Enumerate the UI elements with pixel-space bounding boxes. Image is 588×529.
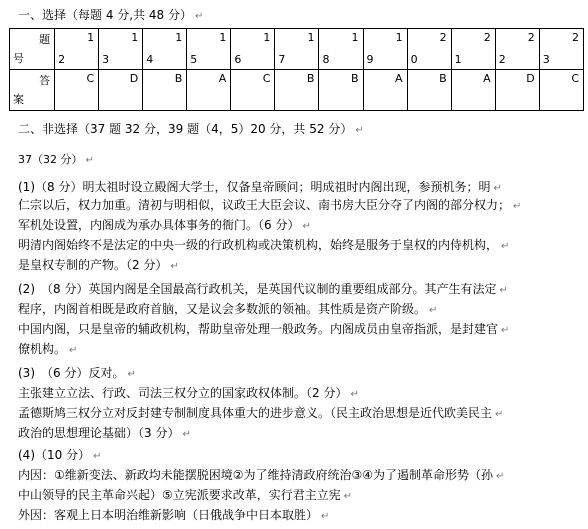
question-number-row xyxy=(10,29,584,70)
paragraph-mark-icon: ↵ xyxy=(496,471,505,482)
answer-text-line: 僚机构。 ↵ xyxy=(18,342,78,356)
answer-text-line: 是皇权专制的产物。（2 分） ↵ xyxy=(18,258,179,272)
paragraph-mark-icon: ↵ xyxy=(182,429,191,440)
answer-text-line: 军机处设置，内阁成为承办具体事务的衙门。（6 分） ↵ xyxy=(18,218,311,232)
question-number-cell: 1 3 xyxy=(99,29,143,70)
answer-text-line: 主张建立立法、行政、司法三权分立的国家政权体制。（2 分） ↵ xyxy=(18,386,359,400)
paragraph-mark-icon: ↵ xyxy=(493,183,502,194)
paragraph-mark-icon: ↵ xyxy=(501,325,510,336)
answer-text-line: (4)（10 分） ↵ xyxy=(18,448,102,462)
answer-cell: C xyxy=(231,70,275,111)
question-number-cell: 2 0 xyxy=(407,29,451,70)
answer-cell: A xyxy=(187,70,231,111)
answer-cell: B xyxy=(319,70,363,111)
question-number-cell: 1 2 xyxy=(55,29,99,70)
question-number-cell: 1 7 xyxy=(275,29,319,70)
answer-label-cell: 答 案 xyxy=(10,70,55,111)
answer-text-line: 政治的思想理论基础）（3 分） ↵ xyxy=(18,426,191,440)
paragraph-mark-icon: ↵ xyxy=(495,409,504,420)
header-label-cell: 题 号 xyxy=(10,29,55,70)
answer-cell: B xyxy=(143,70,187,111)
answer-cell: A xyxy=(451,70,495,111)
paragraph-mark-icon: ↵ xyxy=(321,511,330,522)
answer-text-line: 37（32 分） ↵ xyxy=(18,153,94,166)
answer-cell: D xyxy=(495,70,539,111)
answer-cell: C xyxy=(55,70,99,111)
answer-text-line: 中山领导的民主革命兴起）⑤立宪派要求改革，实行君主立宪 ↵ xyxy=(18,488,353,502)
answer-row xyxy=(10,70,584,111)
question-number-cell: 2 2 xyxy=(495,29,539,70)
answer-text-line: 明清内阁始终不是法定的中央一级的行政机构或决策机构，始终是服务于皇权的内侍机构， ↵ xyxy=(18,238,510,252)
paragraph-mark-icon: ↵ xyxy=(302,221,311,232)
answer-cell: C xyxy=(539,70,583,111)
answer-cell: A xyxy=(363,70,407,111)
section1-title: 一、选择（每题 4 分,共 48 分） ↵ xyxy=(18,8,204,22)
answer-cell: B xyxy=(407,70,451,111)
answer-text-line: 内因：①维新变法、新政均未能摆脱困境②为了维持清政府统治③④为了遏制革命形势（孙 ↵ xyxy=(18,468,505,482)
answer-text-line: 中国内阁，只是皇帝的辅政机构，帮助皇帝处理一般政务。内阁成员由皇帝指派，是封建官 ↵ xyxy=(18,322,510,336)
section2-title: 二、非选择（37 题 32 分，39 题（4，5）20 分，共 52 分） ↵ xyxy=(18,122,364,136)
answer-text-line: (1)（8 分）明太祖时设立殿阁大学士，仅备皇帝顾问；明成祖时内阁出现，参预机务；明 ↵ xyxy=(18,180,502,194)
question-number-cell: 1 9 xyxy=(363,29,407,70)
paragraph-mark-icon: ↵ xyxy=(69,345,78,356)
paragraph-mark-icon: ↵ xyxy=(127,369,136,380)
answer-text-line: 程序，内阁首相既是政府首脑，又是议会多数派的领袖。其性质是资产阶级。 ↵ xyxy=(18,302,438,316)
paragraph-mark-icon: ↵ xyxy=(93,451,102,462)
answer-cell: B xyxy=(275,70,319,111)
paragraph-mark-icon: ↵ xyxy=(194,11,204,22)
paragraph-mark-icon: ↵ xyxy=(499,285,508,296)
paragraph-mark-icon: ↵ xyxy=(429,305,438,316)
answer-text-line: 仁宗以后，权力加重。清初与明相似，议政王大臣会议、南书房大臣分夺了内阁的部分权力； ↵ xyxy=(18,198,522,212)
question-number-cell: 1 6 xyxy=(231,29,275,70)
paragraph-mark-icon: ↵ xyxy=(85,155,94,166)
question-number-cell: 1 5 xyxy=(187,29,231,70)
paragraph-mark-icon: ↵ xyxy=(501,241,510,252)
question-number-cell: 2 1 xyxy=(451,29,495,70)
question-number-cell: 2 3 xyxy=(539,29,583,70)
answer-text-line: (3) （6 分）反对。 ↵ xyxy=(18,366,136,380)
paragraph-mark-icon: ↵ xyxy=(513,201,522,212)
answer-text-line: (2) （8 分）英国内阁是全国最高行政机关，是英国代议制的重要组成部分。其产生有法定 ↵ xyxy=(18,282,508,296)
answer-text-line: 外因：客观上日本明治维新影响（日俄战争中日本取胜） ↵ xyxy=(18,508,330,522)
answer-cell: D xyxy=(99,70,143,111)
paragraph-mark-icon: ↵ xyxy=(355,125,364,136)
paragraph-mark-icon: ↵ xyxy=(343,491,353,502)
paragraph-mark-icon: ↵ xyxy=(350,389,359,400)
paragraph-mark-icon: ↵ xyxy=(170,261,179,272)
question-number-cell: 1 8 xyxy=(319,29,363,70)
question-number-cell: 1 4 xyxy=(143,29,187,70)
answer-text-line: 孟德斯鸠三权分立对反封建专制制度具体重大的进步意义。（民主政治思想是近代欧美民主 ↵ xyxy=(18,406,504,420)
answer-table xyxy=(9,28,584,111)
